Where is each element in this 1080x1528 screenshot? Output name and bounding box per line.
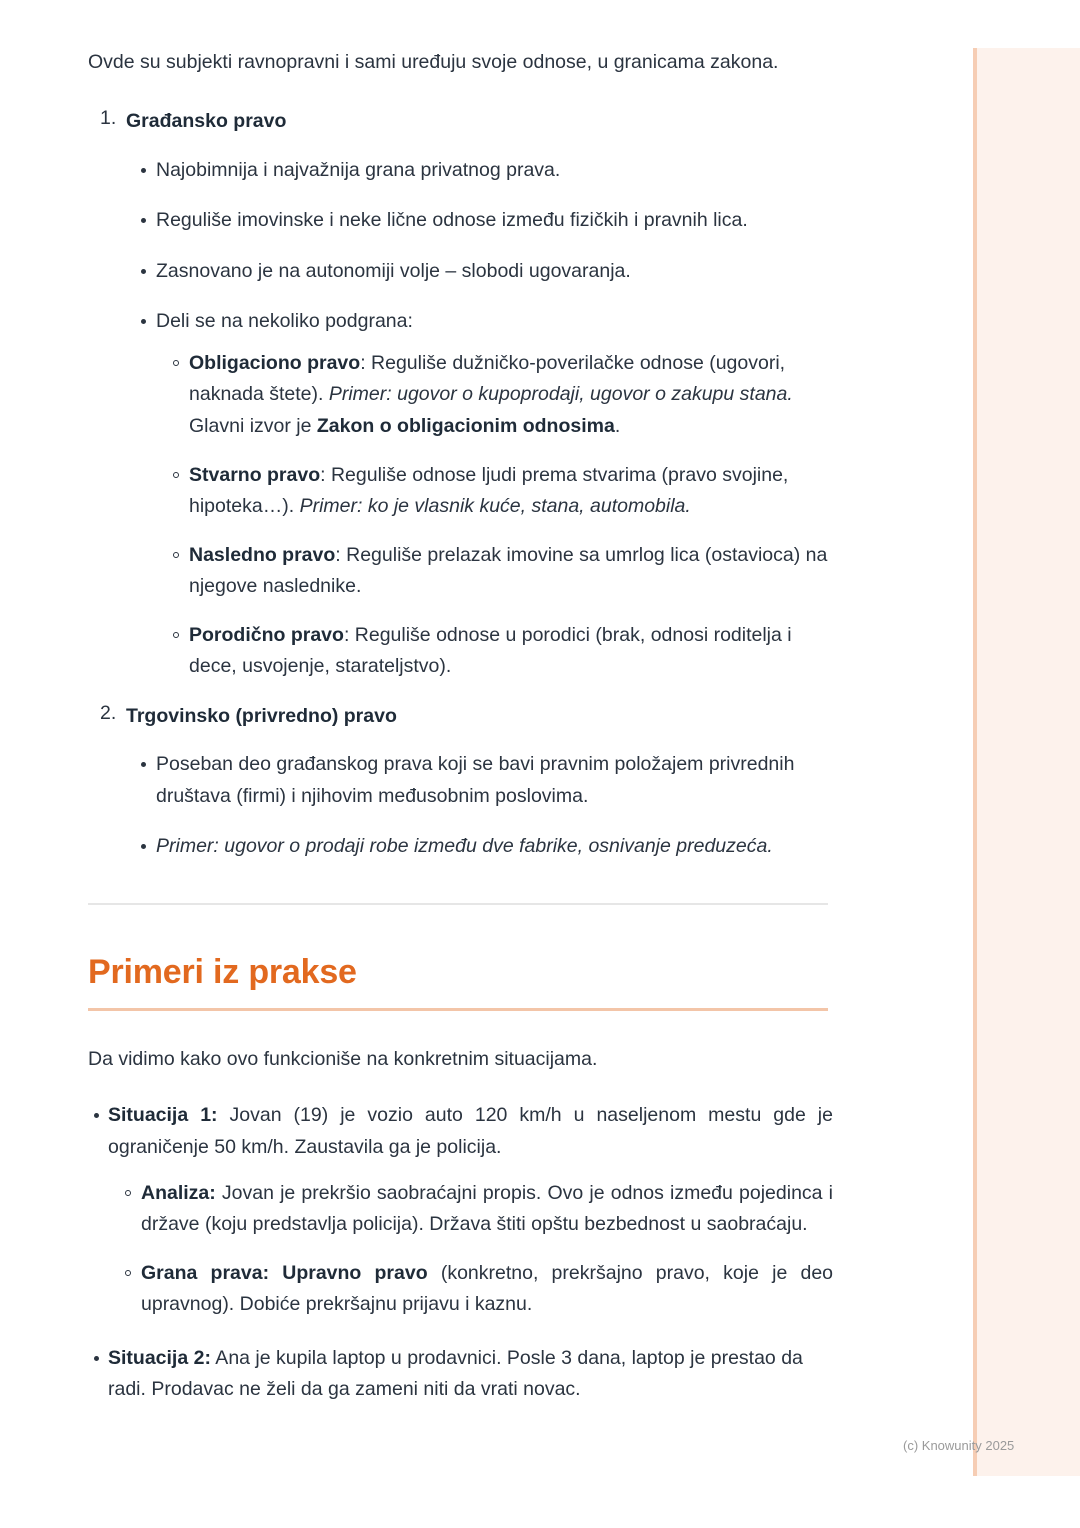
list-item-label: Deli se na nekoliko podgrana: (156, 310, 413, 333)
branch-title: Trgovinsko (privredno) pravo (126, 705, 397, 728)
intro-paragraph: Ovde su subjekti ravnopravni i sami uređuju svoje odnose, u granicama zakona. (88, 51, 779, 73)
subbranch-item (189, 348, 833, 443)
subbranch-law-name: Zakon o obligacionim odnosima (316, 414, 615, 437)
subbranch-list (156, 348, 833, 683)
section-divider (88, 903, 828, 905)
situation-text: Ana je kupila laptop u prodavnici. Posle 3 dana, laptop je prestao da radi. Prodavac ne želi da ga zameni niti da vrati novac. (108, 1346, 803, 1401)
analysis-item (141, 1178, 833, 1241)
subbranch-term: Nasledno pravo (189, 543, 336, 566)
subbranch-text-2: Glavni izvor je (189, 414, 317, 437)
ordered-list-item (126, 107, 833, 683)
subbranch-text: : Reguliše odnose u porodici (brak, odnosi roditelja i dece, usvojenje, starateljstvo). (189, 623, 792, 678)
ordered-list-item (126, 702, 833, 863)
subbranch-text: : Reguliše prelazak imovine sa umrlog lica (ostavioca) na njegove naslednike. (189, 543, 828, 598)
subbranch-text-3: . (614, 414, 621, 437)
situation-text: Jovan (19) je vozio auto 120 km/h u naseljenom mestu gde je ograničenje 50 km/h. Zaustavila ga je policija. (108, 1104, 833, 1158)
title-underline (88, 1008, 828, 1011)
subbranch-example: Primer: ko je vlasnik kuće, stana, automobila. (299, 495, 691, 518)
section-lead-paragraph: Da vidimo kako ovo funkcioniše na konkretnim situacijama. (88, 1048, 598, 1071)
subbranch-text: : Reguliše dužničko-poverilačke odnose (ugovori, naknada štete). (189, 351, 786, 406)
analysis-text: (konkretno, prekršajno pravo, koje je deo upravnog). Dobiće prekršajnu prijavu i kaznu. (141, 1261, 834, 1316)
list-item: Reguliše imovinske i neke lične odnose između fizičkih i pravnih lica. (156, 205, 833, 237)
analysis-term: Grana prava: Upravno pravo (141, 1261, 428, 1284)
subbranch-item (189, 620, 833, 683)
list-item (156, 831, 833, 863)
subbranch-text: : Reguliše odnose ljudi prema stvarima (pravo svojine, hipoteka…). (189, 463, 789, 518)
list-item: Najobimnija i najvažnija grana privatnog prava. (156, 155, 833, 187)
analysis-item (141, 1258, 833, 1321)
subbranch-item (189, 540, 833, 603)
situation-label: Situacija 2: (108, 1346, 211, 1369)
analysis-term: Analiza: (141, 1181, 216, 1204)
situations-list (88, 1100, 833, 1406)
branch-title: Građansko pravo (126, 110, 287, 133)
branches-ordered-list (88, 107, 833, 863)
subbranch-term: Obligaciono pravo (189, 351, 361, 374)
footer-copyright: (c) Knowunity 2025 (903, 1438, 1015, 1453)
subbranch-term: Stvarno pravo (189, 463, 321, 486)
list-item (108, 1100, 833, 1320)
list-item: Zasnovano je na autonomiji volje – slobodi ugovaranja. (156, 256, 833, 288)
subbranch-item (189, 460, 833, 523)
analysis-text: Jovan je prekršio saobraćajni propis. Ovo je odnos između pojedinca i države (koju predstavlja policija). Država štiti opštu bezbednost u saobraćaju. (141, 1181, 833, 1236)
situation-label: Situacija 1: (108, 1104, 218, 1127)
document-content (88, 48, 833, 1428)
subbranch-example: Primer: ugovor o kupoprodaji, ugovor o zakupu stana. (328, 383, 793, 406)
branch-bullet-list (126, 749, 833, 863)
decorative-side-strip (973, 48, 1080, 1476)
example-italic: Primer: ugovor o prodaji robe između dve fabrike, osnivanje preduzeća. (156, 835, 773, 858)
list-item (108, 1343, 833, 1406)
list-item: Poseban deo građanskog prava koji se bavi pravnim položajem privrednih društava (firmi) i njihovim međusobnim poslovima. (156, 749, 833, 812)
list-item (156, 306, 833, 683)
page-title: Primeri iz prakse (88, 953, 357, 991)
subbranch-term: Porodično pravo (189, 623, 344, 646)
branch-bullet-list (126, 155, 833, 684)
situation-analysis-list (108, 1178, 833, 1321)
